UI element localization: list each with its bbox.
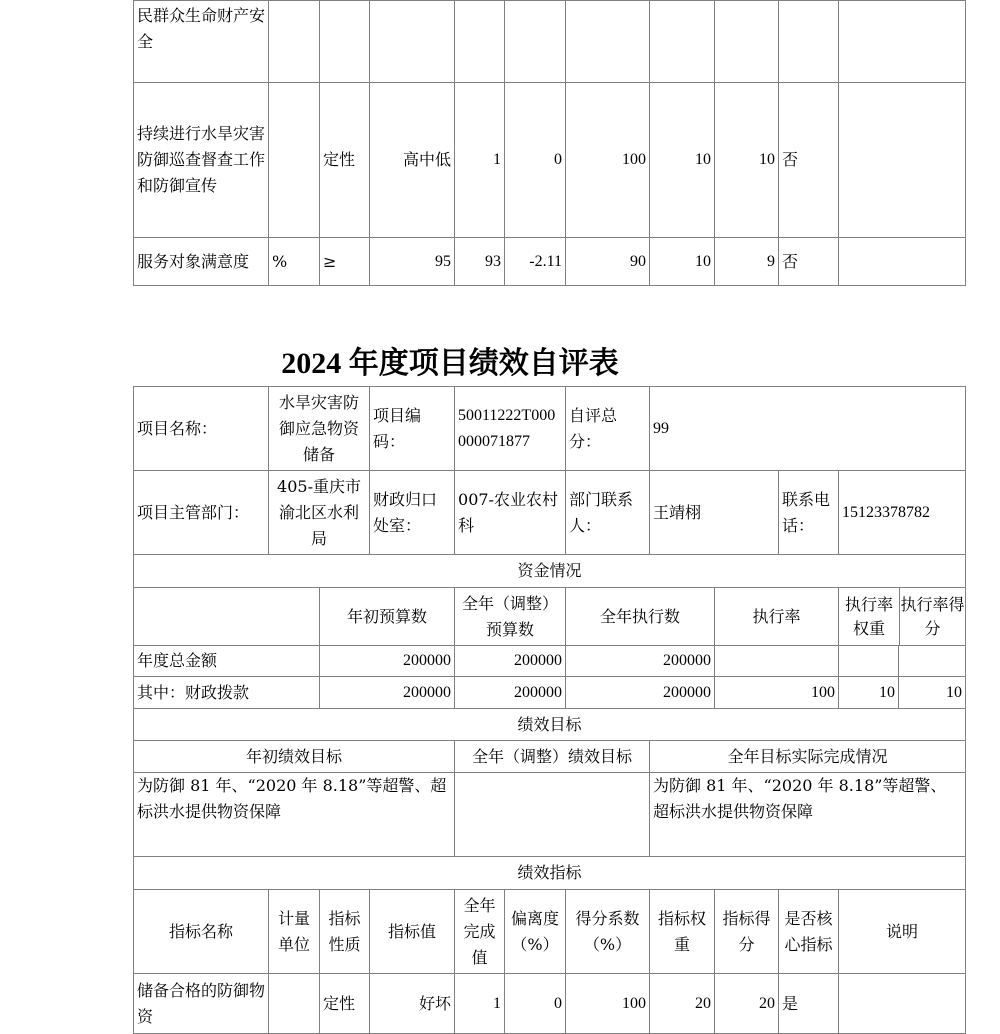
funds-section-title: 资金情况 [134,555,966,588]
department-row [134,471,966,555]
actual-completion: 为防御 81 年、“2020 年 8.18”等超警、超标洪水提供物资保障 [650,773,966,857]
score-cell: 10 [715,83,779,238]
header-actual-completion: 全年目标实际完成情况 [650,741,966,773]
nature-cell: 定性 [320,83,370,238]
total-score: 99 [650,387,966,471]
table-row [134,1,966,83]
finance-office: 007-农业农村科 [455,471,566,555]
coef-cell: 90 [566,238,650,286]
funds-label: 年度总金额 [134,646,320,677]
adjusted-budget: 200000 [455,646,566,677]
note-cell [839,238,966,286]
header-rate-weight: 执行率权重 [839,588,900,645]
contact-person: 王靖栩 [650,471,779,555]
self-evaluation-table [133,386,966,1034]
header-execution-rate: 执行率 [715,588,839,646]
weight-cell [650,1,715,83]
note-cell [839,83,966,238]
initial-budget: 200000 [320,646,455,677]
page-title: 2024 年度项目绩效自评表 [281,347,619,380]
header-value: 指标值 [370,890,455,974]
header-adjusted-budget: 全年（调整）预算数 [455,588,566,646]
phone-label: 联系电话： [779,471,839,555]
indicators-section-title: 绩效指标 [134,857,966,890]
header-coef: 得分系数（%） [566,890,650,974]
unit-cell [269,974,320,1034]
goals-header-row [134,741,966,773]
funds-row [134,646,966,677]
deviation-cell: 0 [505,974,566,1034]
executed-amount: 200000 [566,646,715,677]
execution-rate [715,646,839,677]
rate-weight-score [839,677,966,709]
project-name: 水旱灾害防御应急物资储备 [269,387,370,471]
initial-budget: 200000 [320,677,455,709]
unit-cell [269,83,320,238]
header-initial-budget: 年初预算数 [320,588,455,646]
project-name-label: 项目名称： [134,387,269,471]
indicators-header-row [134,890,966,974]
funds-header-row [134,588,966,646]
core-cell [779,1,839,83]
header-unit: 计量单位 [269,890,320,974]
rate-weight [839,646,899,676]
header-rate-score: 执行率得分 [900,594,965,638]
actual-cell: 1 [455,974,505,1034]
nature-cell: ≥ [320,238,370,286]
header-executed: 全年执行数 [566,588,715,646]
header-score: 指标得分 [715,890,779,974]
department-label: 项目主管部门： [134,471,269,555]
note-cell [839,1,966,83]
funds-label: 其中：财政拨款 [134,677,320,709]
rate-weight: 10 [839,677,899,708]
header-deviation: 偏离度（%） [505,890,566,974]
goals-row [134,773,966,857]
indicator-name: 储备合格的防御物资 [134,974,269,1034]
header-initial-goal: 年初绩效目标 [134,741,455,773]
indicators-section-row [134,857,966,890]
value-cell [370,1,455,83]
contact-label: 部门联系人： [566,471,650,555]
unit-cell [269,1,320,83]
core-cell: 否 [779,83,839,238]
table-row [134,83,966,238]
project-code: 50011222T000000071877 [455,387,566,471]
header-core: 是否核心指标 [779,890,839,974]
header-actual: 全年完成值 [455,890,505,974]
score-cell: 20 [715,974,779,1034]
coef-cell [566,1,650,83]
department: 405-重庆市渝北区水利局 [269,471,370,555]
indicator-name: 持续进行水旱灾害防御巡查督查工作和防御宣传 [134,83,269,238]
rate-score: 10 [946,684,963,701]
nature-cell: 定性 [320,974,370,1034]
weight-cell: 20 [650,974,715,1034]
value-cell: 95 [370,238,455,286]
value-cell: 高中低 [370,83,455,238]
actual-cell [455,1,505,83]
executed-amount: 200000 [566,677,715,709]
goals-section-row [134,709,966,741]
score-cell: 9 [715,238,779,286]
project-code-label: 项目编码： [370,387,455,471]
rate-score [899,646,965,676]
weight-cell: 10 [650,238,715,286]
goals-section-title: 绩效目标 [134,709,966,741]
funds-section-row [134,555,966,588]
finance-office-label: 财政归口处室： [370,471,455,555]
coef-cell: 100 [566,974,650,1034]
funds-row [134,677,966,709]
adjusted-goal [455,773,650,857]
header-nature: 指标性质 [320,890,370,974]
table-row [134,974,966,1034]
deviation-cell: 0 [505,83,566,238]
execution-rate: 100 [715,677,839,709]
total-score-label: 自评总分： [566,387,650,471]
header-note: 说明 [839,890,966,974]
weight-cell: 10 [650,83,715,238]
initial-goal: 为防御 81 年、“2020 年 8.18”等超警、超标洪水提供物资保障 [134,773,455,857]
indicator-name: 民群众生命财产安全 [134,1,269,83]
score-cell [715,1,779,83]
previous-indicator-table [133,0,966,286]
project-row [134,387,966,471]
unit-cell: % [269,238,320,286]
value-cell: 好坏 [370,974,455,1034]
note-cell [839,974,966,1034]
header-indicator-name: 指标名称 [134,890,269,974]
rate-weight-score [839,646,966,677]
table-row [134,238,966,286]
actual-cell: 93 [455,238,505,286]
deviation-cell: -2.11 [505,238,566,286]
core-cell: 是 [779,974,839,1034]
deviation-cell [505,1,566,83]
header-rate-weight-score [839,588,966,646]
header-adjusted-goal: 全年（调整）绩效目标 [455,741,650,773]
header-weight: 指标权重 [650,890,715,974]
indicator-name: 服务对象满意度 [134,238,269,286]
funds-header-blank [134,588,320,646]
adjusted-budget: 200000 [455,677,566,709]
actual-cell: 1 [455,83,505,238]
nature-cell [320,1,370,83]
coef-cell: 100 [566,83,650,238]
core-cell: 否 [779,238,839,286]
phone: 15123378782 [839,471,966,555]
